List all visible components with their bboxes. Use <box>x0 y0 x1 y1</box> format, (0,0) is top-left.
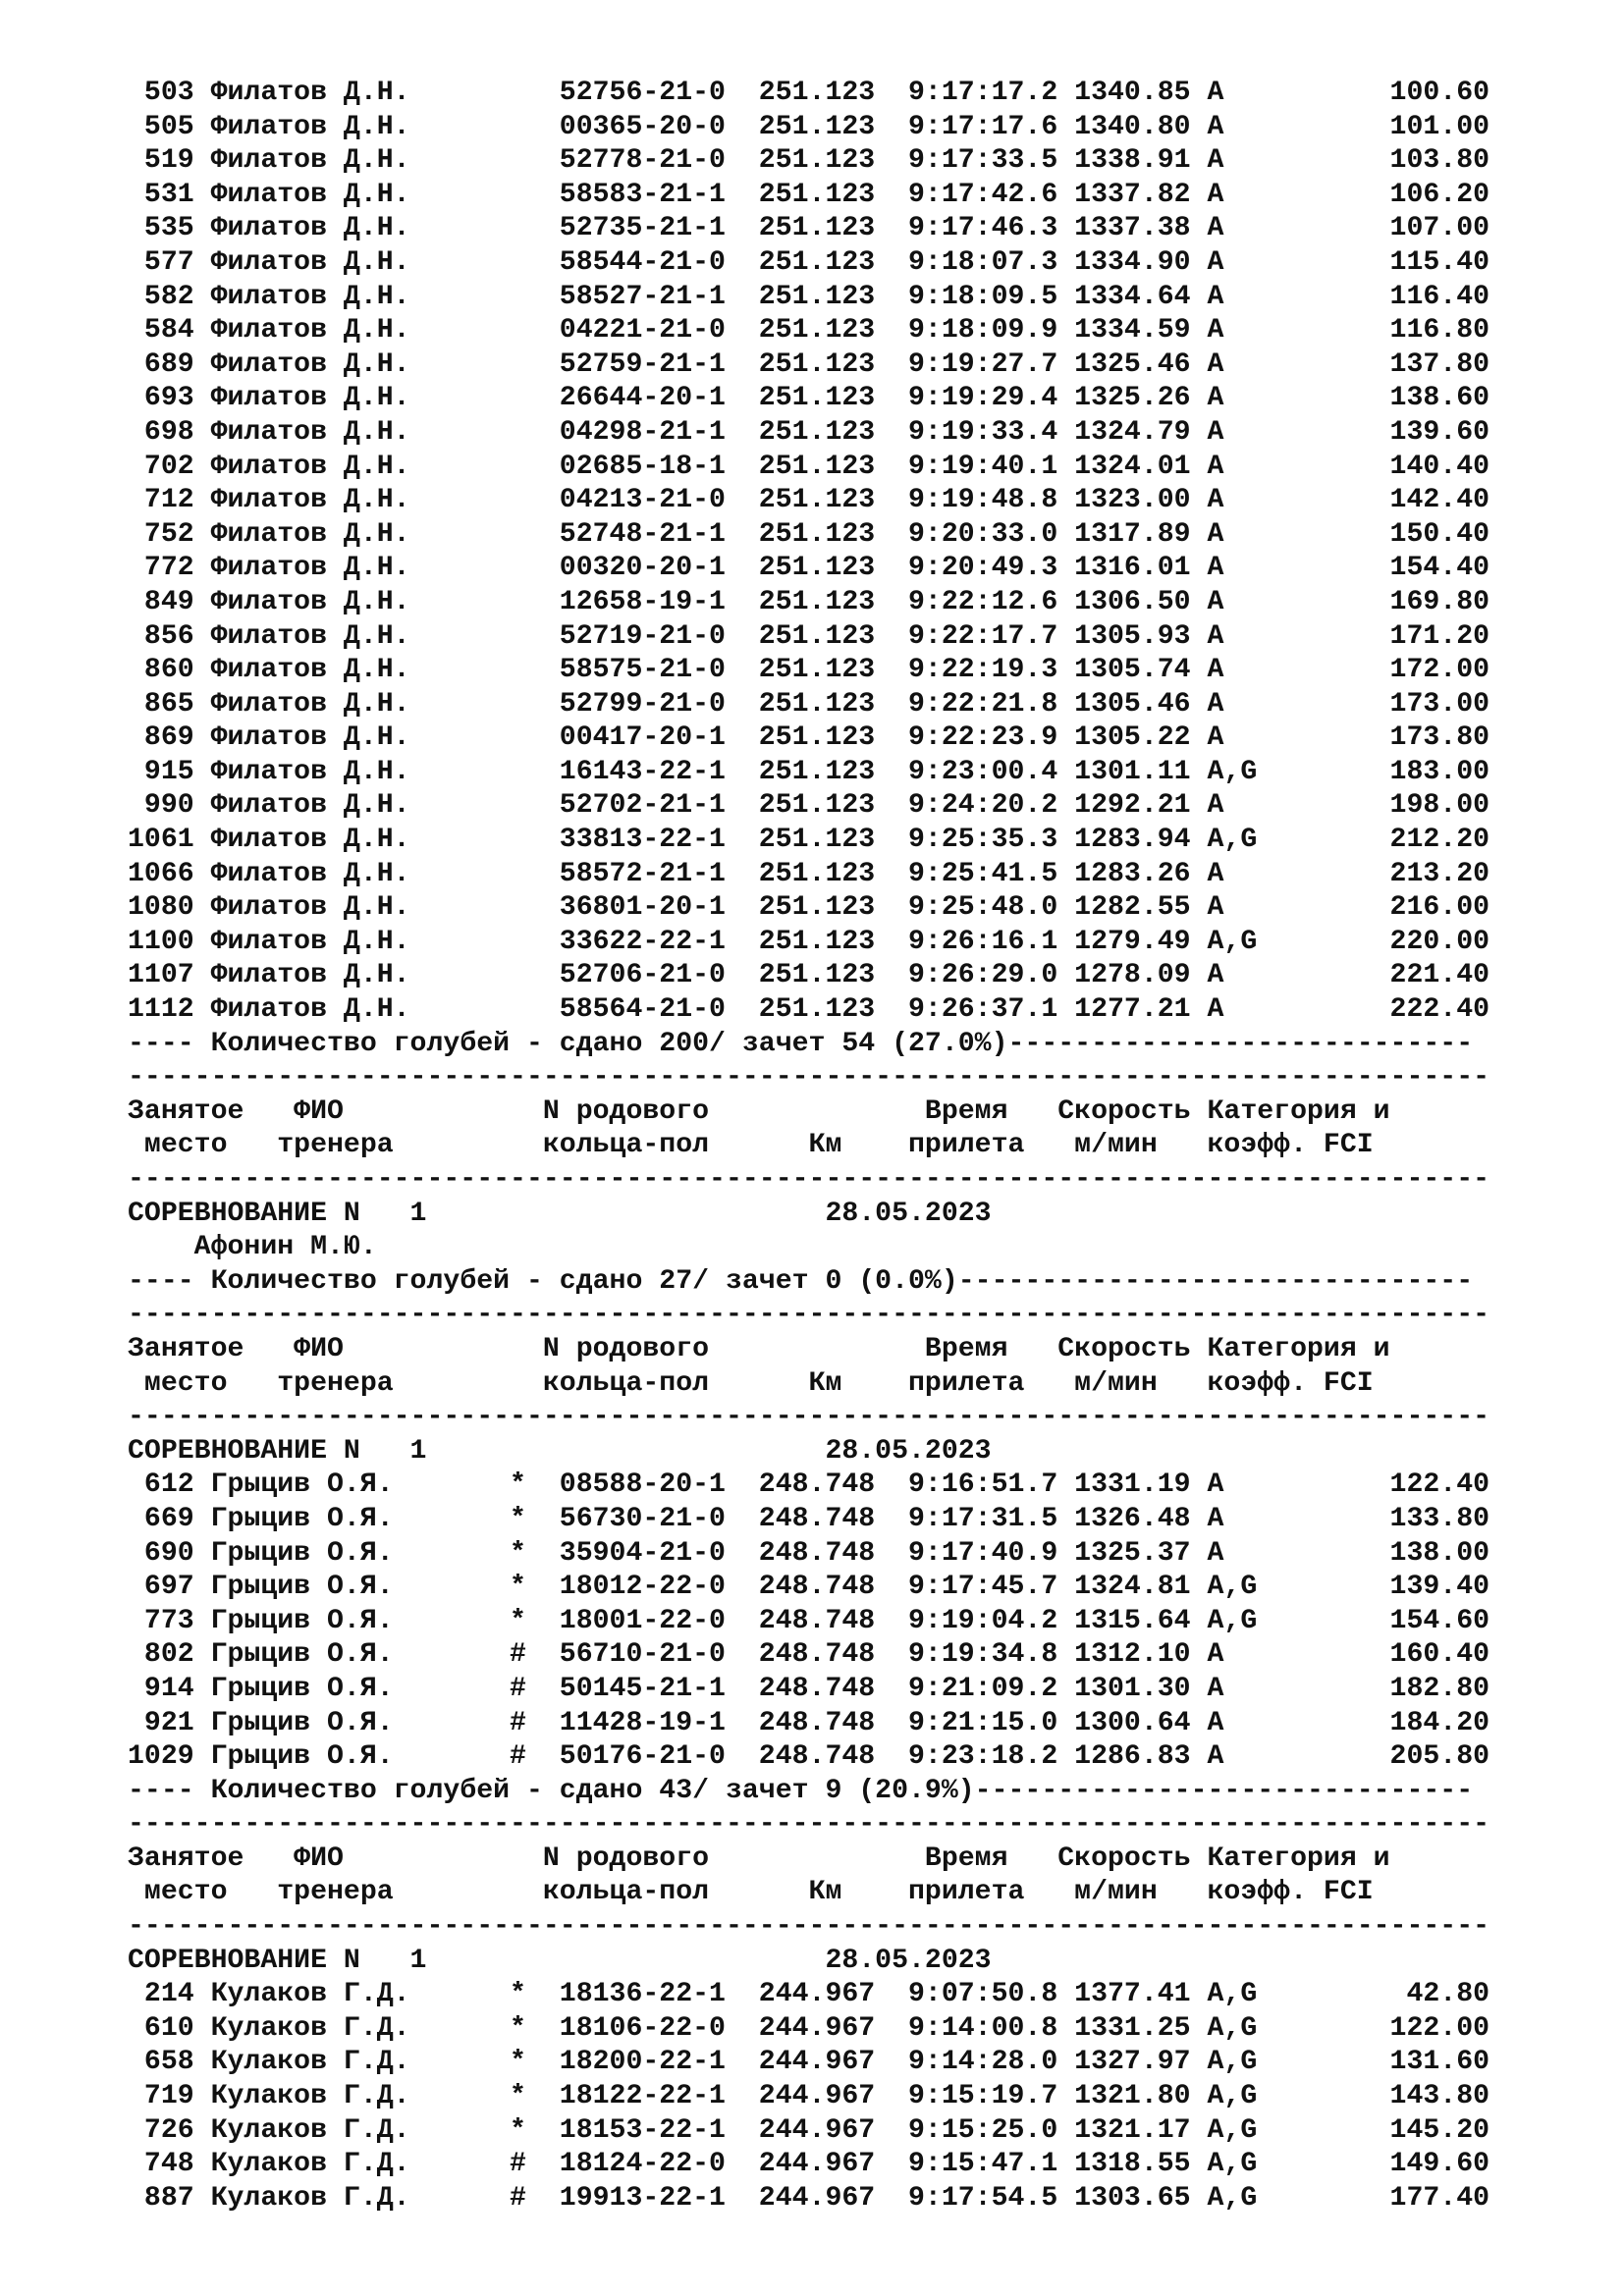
result-row: 915 Филатов Д.Н. 16143-22-1 251.123 9:23:00.4 1301.11 A,G 183.00 <box>128 756 1490 787</box>
block3-summary: ---- Количество голубей - сдано 43/ зачет 9 (20.9%)------------------------------ <box>128 1775 1474 1806</box>
result-row: 773 Грыцив О.Я. * 18001-22-0 248.748 9:19:04.2 1315.64 A,G 154.60 <box>128 1605 1490 1636</box>
results-sheet <box>128 77 1489 2216</box>
block2-summary: ---- Количество голубей - сдано 27/ зачет 0 (0.0%)------------------------------- <box>128 1265 1474 1297</box>
result-row: 869 Филатов Д.Н. 00417-20-1 251.123 9:22:23.9 1305.22 A 173.80 <box>128 722 1490 754</box>
result-row: 658 Кулаков Г.Д. * 18200-22-1 244.967 9:14:28.0 1327.97 A,G 131.60 <box>128 2047 1490 2078</box>
result-row: 612 Грыцив О.Я. * 08588-20-1 248.748 9:16:51.7 1331.19 A 122.40 <box>128 1469 1490 1501</box>
divider: ---------------------------------------------------------------------------------- <box>128 1062 1490 1094</box>
result-row: 610 Кулаков Г.Д. * 18106-22-0 244.967 9:14:00.8 1331.25 A,G 122.00 <box>128 2012 1490 2044</box>
result-row: 849 Филатов Д.Н. 12658-19-1 251.123 9:22:12.6 1306.50 A 169.80 <box>128 586 1490 617</box>
block1-summary: ---- Количество голубей - сдано 200/ зачет 54 (27.0%)---------------------------- <box>128 1028 1474 1059</box>
result-row: 712 Филатов Д.Н. 04213-21-0 251.123 9:19:48.8 1323.00 A 142.40 <box>128 485 1490 516</box>
divider: ---------------------------------------------------------------------------------- <box>128 1300 1490 1331</box>
result-row: 519 Филатов Д.Н. 52778-21-0 251.123 9:17:33.5 1338.91 A 103.80 <box>128 145 1490 177</box>
result-row: 1061 Филатов Д.Н. 33813-22-1 251.123 9:25:35.3 1283.94 A,G 212.20 <box>128 825 1490 856</box>
divider: ---------------------------------------------------------------------------------- <box>128 1911 1490 1943</box>
result-row: 503 Филатов Д.Н. 52756-21-0 251.123 9:17:17.2 1340.85 A 100.60 <box>128 78 1490 108</box>
result-row: 887 Кулаков Г.Д. # 19913-22-1 244.967 9:17:54.5 1303.65 A,G 177.40 <box>128 2182 1490 2214</box>
result-row: 669 Грыцив О.Я. * 56730-21-0 248.748 9:17:31.5 1326.48 A 133.80 <box>128 1503 1490 1534</box>
result-row: 577 Филатов Д.Н. 58544-21-0 251.123 9:18:07.3 1334.90 A 115.40 <box>128 246 1490 278</box>
divider: ---------------------------------------------------------------------------------- <box>128 1402 1490 1433</box>
divider: ---------------------------------------------------------------------------------- <box>128 1164 1490 1195</box>
result-row: 1112 Филатов Д.Н. 58564-21-0 251.123 9:26:37.1 1277.21 A 222.40 <box>128 994 1490 1026</box>
result-row: 1029 Грыцив О.Я. # 50176-21-0 248.748 9:23:18.2 1286.83 A 205.80 <box>128 1741 1490 1773</box>
result-row: 1107 Филатов Д.Н. 52706-21-0 251.123 9:26:29.0 1278.09 A 221.40 <box>128 960 1490 991</box>
result-row: 914 Грыцив О.Я. # 50145-21-1 248.748 9:21:09.2 1301.30 A 182.80 <box>128 1673 1490 1704</box>
column-header-line2: место тренера кольца-пол Км прилета м/мин коэфф. FCI <box>128 1367 1374 1399</box>
column-header-line1: Занятое ФИО N родового Время Скорость Категория и <box>128 1333 1390 1364</box>
result-row: 535 Филатов Д.Н. 52735-21-1 251.123 9:17:46.3 1337.38 A 107.00 <box>128 213 1490 244</box>
result-row: 860 Филатов Д.Н. 58575-21-0 251.123 9:22:19.3 1305.74 A 172.00 <box>128 655 1490 686</box>
result-row: 582 Филатов Д.Н. 58527-21-1 251.123 9:18:09.5 1334.64 A 116.40 <box>128 281 1490 312</box>
result-row: 697 Грыцив О.Я. * 18012-22-0 248.748 9:17:45.7 1324.81 A,G 139.40 <box>128 1572 1490 1603</box>
block2-trainer: Афонин М.Ю. <box>128 1232 377 1263</box>
column-header-line1: Занятое ФИО N родового Время Скорость Категория и <box>128 1095 1390 1127</box>
result-row: 719 Кулаков Г.Д. * 18122-22-1 244.967 9:15:19.7 1321.80 A,G 143.80 <box>128 2081 1490 2112</box>
result-row: 1066 Филатов Д.Н. 58572-21-1 251.123 9:25:41.5 1283.26 A 213.20 <box>128 858 1490 889</box>
result-row: 865 Филатов Д.Н. 52799-21-0 251.123 9:22:21.8 1305.46 A 173.00 <box>128 688 1490 720</box>
block4-competition: СОРЕВНОВАНИЕ N 1 28.05.2023 <box>128 1945 992 1976</box>
result-row: 726 Кулаков Г.Д. * 18153-22-1 244.967 9:15:25.0 1321.17 A,G 145.20 <box>128 2114 1490 2146</box>
column-header-line2: место тренера кольца-пол Км прилета м/мин коэфф. FCI <box>128 1877 1374 1908</box>
block1-rows <box>128 77 1489 1028</box>
block4-rows <box>128 1978 1489 2216</box>
block3-competition: СОРЕВНОВАНИЕ N 1 28.05.2023 <box>128 1435 992 1467</box>
result-row: 856 Филатов Д.Н. 52719-21-0 251.123 9:22:17.7 1305.93 A 171.20 <box>128 620 1490 652</box>
result-row: 698 Филатов Д.Н. 04298-21-1 251.123 9:19:33.4 1324.79 A 139.60 <box>128 416 1490 448</box>
result-row: 531 Филатов Д.Н. 58583-21-1 251.123 9:17:42.6 1337.82 A 106.20 <box>128 179 1490 210</box>
result-row: 693 Филатов Д.Н. 26644-20-1 251.123 9:19:29.4 1325.26 A 138.60 <box>128 383 1490 414</box>
result-row: 802 Грыцив О.Я. # 56710-21-0 248.748 9:19:34.8 1312.10 A 160.40 <box>128 1639 1490 1671</box>
result-row: 505 Филатов Д.Н. 00365-20-0 251.123 9:17:17.6 1340.80 A 101.00 <box>128 111 1490 142</box>
result-row: 748 Кулаков Г.Д. # 18124-22-0 244.967 9:15:47.1 1318.55 A,G 149.60 <box>128 2149 1490 2180</box>
result-row: 584 Филатов Д.Н. 04221-21-0 251.123 9:18:09.9 1334.59 A 116.80 <box>128 315 1490 347</box>
divider: ---------------------------------------------------------------------------------- <box>128 1809 1490 1841</box>
block3-rows <box>128 1468 1489 1774</box>
result-row: 921 Грыцив О.Я. # 11428-19-1 248.748 9:21:15.0 1300.64 A 184.20 <box>128 1707 1490 1738</box>
result-row: 990 Филатов Д.Н. 52702-21-1 251.123 9:24:20.2 1292.21 A 198.00 <box>128 790 1490 822</box>
result-row: 214 Кулаков Г.Д. * 18136-22-1 244.967 9:07:50.8 1377.41 A,G 42.80 <box>128 1979 1490 2010</box>
column-header-line1: Занятое ФИО N родового Время Скорость Категория и <box>128 1842 1390 1874</box>
block2-competition: СОРЕВНОВАНИЕ N 1 28.05.2023 <box>128 1198 992 1229</box>
result-row: 689 Филатов Д.Н. 52759-21-1 251.123 9:19:27.7 1325.46 A 137.80 <box>128 348 1490 380</box>
result-row: 690 Грыцив О.Я. * 35904-21-0 248.748 9:17:40.9 1325.37 A 138.00 <box>128 1537 1490 1569</box>
result-row: 752 Филатов Д.Н. 52748-21-1 251.123 9:20:33.0 1317.89 A 150.40 <box>128 518 1490 550</box>
result-row: 1080 Филатов Д.Н. 36801-20-1 251.123 9:25:48.0 1282.55 A 216.00 <box>128 892 1490 924</box>
result-row: 1100 Филатов Д.Н. 33622-22-1 251.123 9:26:16.1 1279.49 A,G 220.00 <box>128 926 1490 957</box>
result-row: 772 Филатов Д.Н. 00320-20-1 251.123 9:20:49.3 1316.01 A 154.40 <box>128 553 1490 584</box>
result-row: 702 Филатов Д.Н. 02685-18-1 251.123 9:19:40.1 1324.01 A 140.40 <box>128 451 1490 482</box>
column-header-line2: место тренера кольца-пол Км прилета м/мин коэфф. FCI <box>128 1130 1374 1161</box>
